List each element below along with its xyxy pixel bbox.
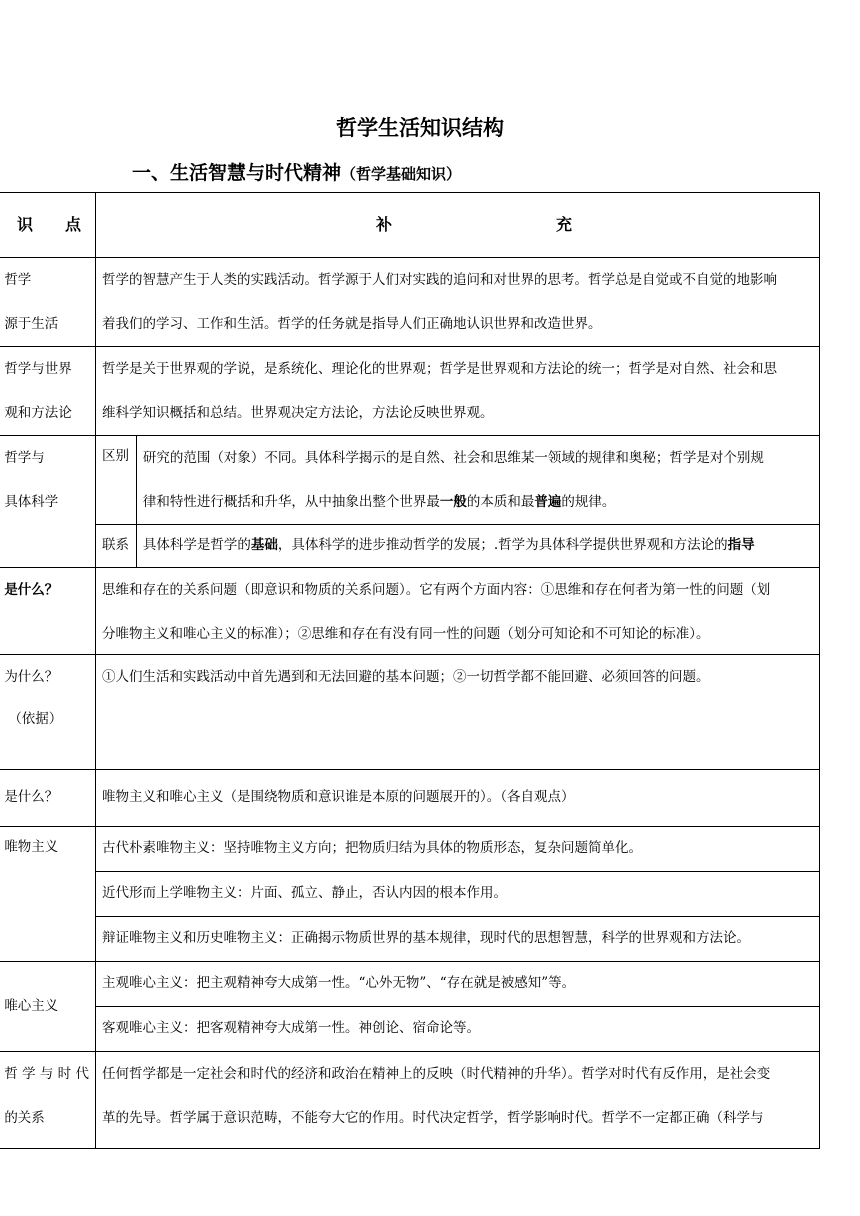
table-row <box>0 1007 820 1052</box>
knowledge-point-label: 哲学与世界 观和方法论 <box>0 347 95 436</box>
header-knowledge-point <box>0 193 95 258</box>
supplement-text: 任何哲学都是一定社会和时代的经济和政治在精神上的反映（时代精神的升华）。哲学对时代有反作用，是社会变 革的先导。哲学属于意识范畴，不能夸大它的作用。时代决定哲学，哲学影响时代。哲学不一定都正确（科学与 <box>95 1052 819 1149</box>
section-heading <box>132 158 461 185</box>
knowledge-point-label: 哲 学 与 时 代 的关系 <box>0 1052 95 1149</box>
materialism-label: 唯物主义 <box>0 827 95 962</box>
knowledge-table <box>0 192 820 1149</box>
table-row <box>0 655 820 770</box>
knowledge-point-label: 哲学 源于生活 <box>0 258 95 347</box>
table-row <box>0 436 820 525</box>
supplement-text: 辩证唯物主义和历史唯物主义：正确揭示物质世界的基本规律，现时代的思想智慧，科学的世界观和方法论。 <box>95 917 819 962</box>
header-char-4: 补 <box>375 214 392 234</box>
knowledge-point-label: 是什么？ <box>0 770 95 827</box>
header-supplement <box>95 193 819 258</box>
supplement-text: 唯物主义和唯心主义（是围绕物质和意识谁是本原的问题展开的）。（各自观点） <box>95 770 819 827</box>
section-heading-sub: （哲学基础知识） <box>341 165 462 183</box>
supplement-text: ①人们生活和实践活动中首先遇到和无法回避的基本问题；②一切哲学都不能回避、必须回答的问题。 <box>95 655 819 770</box>
table-row <box>0 1052 820 1149</box>
difference-text: 研究的范围（对象）不同。具体科学揭示的是自然、社会和思维某一领域的规律和奥秘；哲学是对个别规 律和特性进行概括和升华，从中抽象出整个世界最一般的本质和最普遍的规律。 <box>136 436 819 525</box>
table-row <box>0 347 820 436</box>
table-row <box>0 568 820 655</box>
table-row <box>0 962 820 1007</box>
idealism-label: 唯心主义 <box>0 962 95 1052</box>
table-row <box>0 770 820 827</box>
connection-label: 联系 <box>95 525 136 568</box>
section-heading-main: 一、生活智慧与时代精神 <box>132 162 342 184</box>
supplement-text: 思维和存在的关系问题（即意识和物质的关系问题）。它有两个方面内容：①思维和存在何者为第一性的问题（划 分唯物主义和唯心主义的标准）；②思维和存在有没有同一性的问题（划分可知论和不可知论的标准）。 <box>95 568 819 655</box>
knowledge-point-label: 为什么？ （依据） <box>0 655 95 770</box>
supplement-text: 古代朴素唯物主义：坚持唯物主义方向；把物质归结为具体的物质形态，复杂问题简单化。 <box>95 827 819 872</box>
table-row <box>0 258 820 347</box>
supplement-text: 近代形而上学唯物主义：片面、孤立、静止，否认内因的根本作用。 <box>95 872 819 917</box>
header-char-3: 点 <box>64 214 81 234</box>
table-row <box>0 525 820 568</box>
header-char-5: 充 <box>556 214 573 234</box>
supplement-text: 哲学的智慧产生于人类的实践活动。哲学源于人们对实践的追问和对世界的思考。哲学总是自觉或不自觉的地影响 着我们的学习、工作和生活。哲学的任务就是指导人们正确地认识世界和改造世界。 <box>95 258 819 347</box>
knowledge-point-label: 是什么？ <box>0 568 95 655</box>
connection-text: 具体科学是哲学的基础，具体科学的进步推动哲学的发展；.哲学为具体科学提供世界观和方法论的指导 <box>136 525 819 568</box>
knowledge-point-label: 哲学与 具体科学 <box>0 436 95 568</box>
table-header-row <box>0 193 820 258</box>
difference-label: 区别 <box>95 436 136 525</box>
table-row <box>0 872 820 917</box>
table-row <box>0 917 820 962</box>
supplement-text: 主观唯心主义：把主观精神夸大成第一性。“心外无物”、“存在就是被感知”等。 <box>95 962 819 1007</box>
header-char-2: 识 <box>16 214 33 234</box>
table-row <box>0 827 820 872</box>
supplement-text: 客观唯心主义：把客观精神夸大成第一性。神创论、宿命论等。 <box>95 1007 819 1052</box>
supplement-text: 哲学是关于世界观的学说，是系统化、理论化的世界观；哲学是世界观和方法论的统一；哲学是对自然、社会和思 维科学知识概括和总结。世界观决定方法论，方法论反映世界观。 <box>95 347 819 436</box>
page-title: 哲学生活知识结构 <box>336 116 504 140</box>
